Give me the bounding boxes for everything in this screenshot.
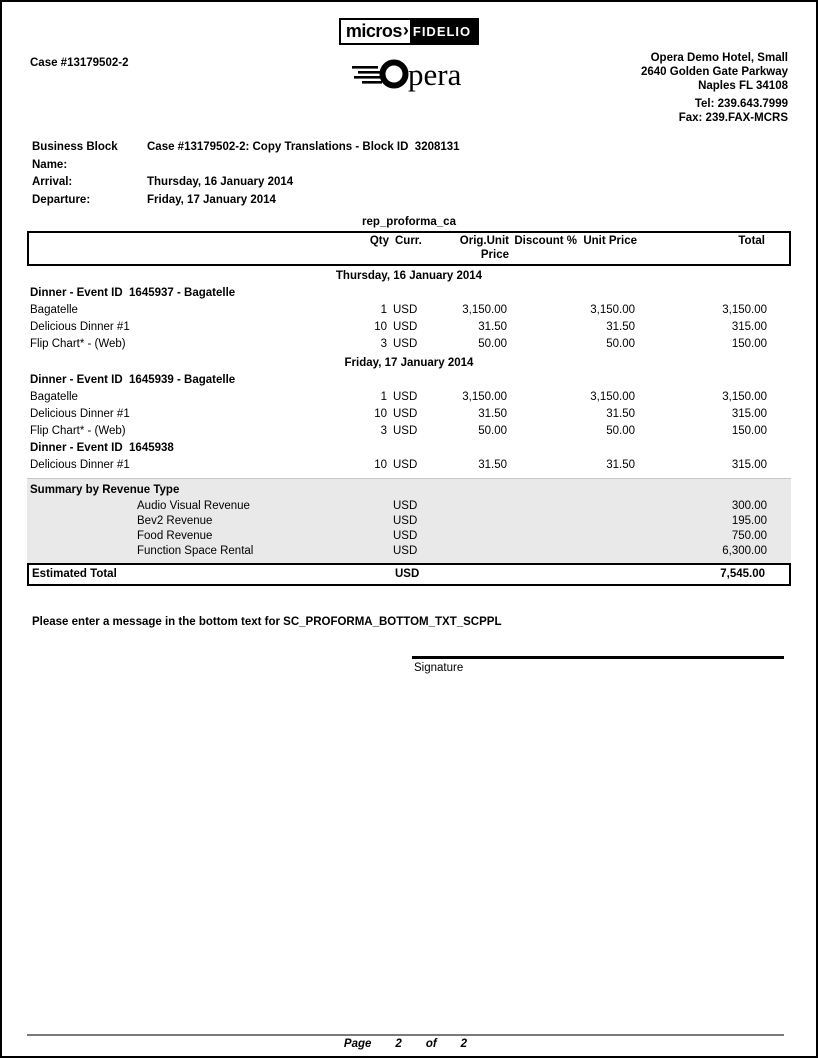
page-header [2, 51, 816, 125]
summary-rows [27, 499, 791, 559]
item-unit_price: 31.50 [606, 321, 635, 333]
summary-qty [357, 529, 387, 544]
column-header-desc [29, 234, 359, 262]
table-body [27, 268, 791, 474]
item-curr: USD [393, 459, 418, 471]
arrival-row [32, 174, 816, 192]
column-header-qty: Qty [369, 235, 389, 247]
summary-orig [427, 529, 507, 544]
of-label: of [425, 1038, 437, 1050]
page-indicator [27, 1038, 784, 1050]
item-name: Delicious Dinner #1 [30, 459, 130, 471]
summary-orig [427, 499, 507, 514]
item-discount [507, 302, 575, 319]
item-row [27, 423, 791, 440]
item-unit_price: 31.50 [606, 459, 635, 471]
hotel-address-block [519, 51, 788, 125]
page-label: Page [343, 1038, 372, 1050]
micros-logo-text: micros [341, 20, 403, 43]
item-unit_price: 50.00 [606, 338, 635, 350]
summary-curr: USD [393, 530, 418, 542]
page-number: 2 [395, 1038, 402, 1050]
item-orig_unit_price: 31.50 [478, 321, 507, 333]
hotel-address-line1: 2640 Golden Gate Parkway [640, 66, 788, 78]
item-orig_unit_price: 31.50 [478, 408, 507, 420]
item-row [27, 406, 791, 423]
item-total: 3,150.00 [722, 304, 767, 316]
item-name: Flip Chart* - (Web) [30, 425, 126, 437]
item-curr: USD [393, 408, 418, 420]
item-qty: 1 [380, 304, 387, 316]
item-row [27, 389, 791, 406]
column-header-total: Total [738, 235, 765, 247]
summary-row [27, 499, 791, 514]
departure-label: Departure: [32, 193, 91, 206]
item-curr: USD [393, 304, 418, 316]
summary-disc [507, 529, 575, 544]
item-total: 150.00 [731, 425, 767, 437]
hotel-fax: Fax: 239.FAX-MCRS [678, 112, 788, 124]
summary-revenue-type: Audio Visual Revenue [137, 500, 250, 512]
summary-row [27, 514, 791, 529]
summary-unit [575, 499, 635, 514]
summary-qty [357, 499, 387, 514]
item-orig_unit_price: 50.00 [478, 425, 507, 437]
item-orig_unit_price: 31.50 [478, 459, 507, 471]
item-qty: 1 [380, 391, 387, 403]
item-total: 315.00 [731, 459, 767, 471]
summary-curr: USD [393, 515, 418, 527]
estimated-total-row [27, 563, 791, 586]
item-name: Flip Chart* - (Web) [30, 338, 126, 350]
item-discount [507, 319, 575, 336]
proforma-table [27, 231, 791, 586]
summary-row [27, 544, 791, 559]
summary-curr: USD [393, 545, 418, 557]
item-row [27, 319, 791, 336]
business-block-name-label: Business Block Name: [32, 141, 118, 171]
report-title: rep_proforma_ca [362, 216, 456, 228]
summary-qty [357, 514, 387, 529]
summary-revenue-type: Function Space Rental [137, 545, 254, 557]
item-unit_price: 3,150.00 [590, 304, 635, 316]
event-header: Dinner - Event ID 1645937 - Bagatelle [30, 287, 236, 299]
arrival-label: Arrival: [32, 176, 73, 188]
event-header: Dinner - Event ID 1645938 [30, 442, 174, 454]
item-qty: 10 [374, 459, 387, 471]
estimated-total-amount: 7,545.00 [720, 568, 765, 580]
item-discount [507, 457, 575, 474]
estimated-total-curr: USD [395, 568, 420, 580]
arrival-value: Thursday, 16 January 2014 [147, 176, 294, 188]
item-qty: 3 [380, 425, 387, 437]
item-qty: 10 [374, 408, 387, 420]
item-curr: USD [393, 391, 418, 403]
page-footer [27, 1034, 784, 1050]
business-block-name-value: Case #13179502-2: Copy Translations - Block ID 3208131 [147, 141, 460, 153]
summary-unit [575, 529, 635, 544]
item-curr: USD [393, 321, 418, 333]
summary-revenue-type: Bev2 Revenue [137, 515, 213, 527]
summary-unit [575, 544, 635, 559]
summary-amount: 6,300.00 [722, 545, 767, 557]
estimated-total-label: Estimated Total [32, 568, 117, 580]
date-group-header: Thursday, 16 January 2014 [335, 270, 483, 282]
business-block-name-row [32, 139, 816, 174]
fidelio-logo-text: FIDELIO [410, 20, 477, 43]
item-total: 3,150.00 [722, 391, 767, 403]
micros-fidelio-logo [339, 18, 479, 45]
item-name: Bagatelle [30, 391, 78, 403]
item-name: Delicious Dinner #1 [30, 408, 130, 420]
item-discount [507, 423, 575, 440]
opera-logo-speedlines [352, 66, 382, 84]
departure-value: Friday, 17 January 2014 [147, 193, 276, 206]
opera-logo-pera: pera [408, 57, 462, 92]
item-orig_unit_price: 50.00 [478, 338, 507, 350]
page-total: 2 [460, 1038, 468, 1050]
item-total: 315.00 [731, 408, 767, 420]
item-name: Delicious Dinner #1 [30, 321, 130, 333]
business-block-info [32, 139, 816, 209]
item-qty: 10 [374, 321, 387, 333]
summary-unit [575, 514, 635, 529]
item-discount [507, 389, 575, 406]
item-total: 150.00 [731, 338, 767, 350]
item-unit_price: 3,150.00 [590, 391, 635, 403]
signature-line [412, 656, 784, 659]
item-discount [507, 336, 575, 353]
summary-revenue-type: Food Revenue [137, 530, 213, 542]
summary-amount: 300.00 [731, 500, 767, 512]
item-orig_unit_price: 3,150.00 [462, 304, 507, 316]
event-header: Dinner - Event ID 1645939 - Bagatelle [30, 374, 236, 386]
departure-row [32, 192, 816, 210]
item-unit_price: 50.00 [606, 425, 635, 437]
column-header-discount: Discount % [514, 235, 577, 247]
summary-disc [507, 514, 575, 529]
item-orig_unit_price: 3,150.00 [462, 391, 507, 403]
summary-orig [427, 544, 507, 559]
item-name: Bagatelle [30, 304, 78, 316]
column-header-curr: Curr. [395, 235, 422, 247]
item-row [27, 302, 791, 319]
item-total: 315.00 [731, 321, 767, 333]
footer-rule [27, 1034, 784, 1036]
case-number: Case #13179502-2 [30, 57, 129, 69]
summary-curr: USD [393, 500, 418, 512]
summary-section [27, 478, 791, 563]
summary-disc [507, 544, 575, 559]
summary-disc [507, 499, 575, 514]
item-discount [507, 406, 575, 423]
date-group-header: Friday, 17 January 2014 [344, 357, 474, 369]
summary-row [27, 529, 791, 544]
column-header-orig-unit-price: Orig.Unit Price [459, 235, 509, 261]
signature-block [412, 656, 784, 674]
bottom-message: Please enter a message in the bottom text for SC_PROFORMA_BOTTOM_TXT_SCPPL [32, 616, 502, 628]
summary-title: Summary by Revenue Type [30, 484, 180, 496]
item-row [27, 457, 791, 474]
opera-logo-o [383, 63, 406, 86]
opera-logo [350, 51, 468, 100]
item-unit_price: 31.50 [606, 408, 635, 420]
signature-label: Signature [414, 662, 464, 674]
summary-orig [427, 514, 507, 529]
brand-header [2, 18, 816, 45]
table-header-row [27, 231, 791, 266]
item-qty: 3 [380, 338, 387, 350]
estimated-total-qty [359, 567, 389, 582]
arrow-icon: › [403, 20, 410, 43]
item-curr: USD [393, 338, 418, 350]
hotel-address-line2: Naples FL 34108 [698, 80, 788, 92]
column-header-unit-price: Unit Price [583, 235, 637, 247]
summary-amount: 195.00 [731, 515, 767, 527]
hotel-tel: Tel: 239.643.7999 [694, 98, 788, 110]
hotel-name: Opera Demo Hotel, Small [650, 52, 788, 64]
item-curr: USD [393, 425, 418, 437]
summary-qty [357, 544, 387, 559]
summary-amount: 750.00 [731, 530, 767, 542]
item-row [27, 336, 791, 353]
